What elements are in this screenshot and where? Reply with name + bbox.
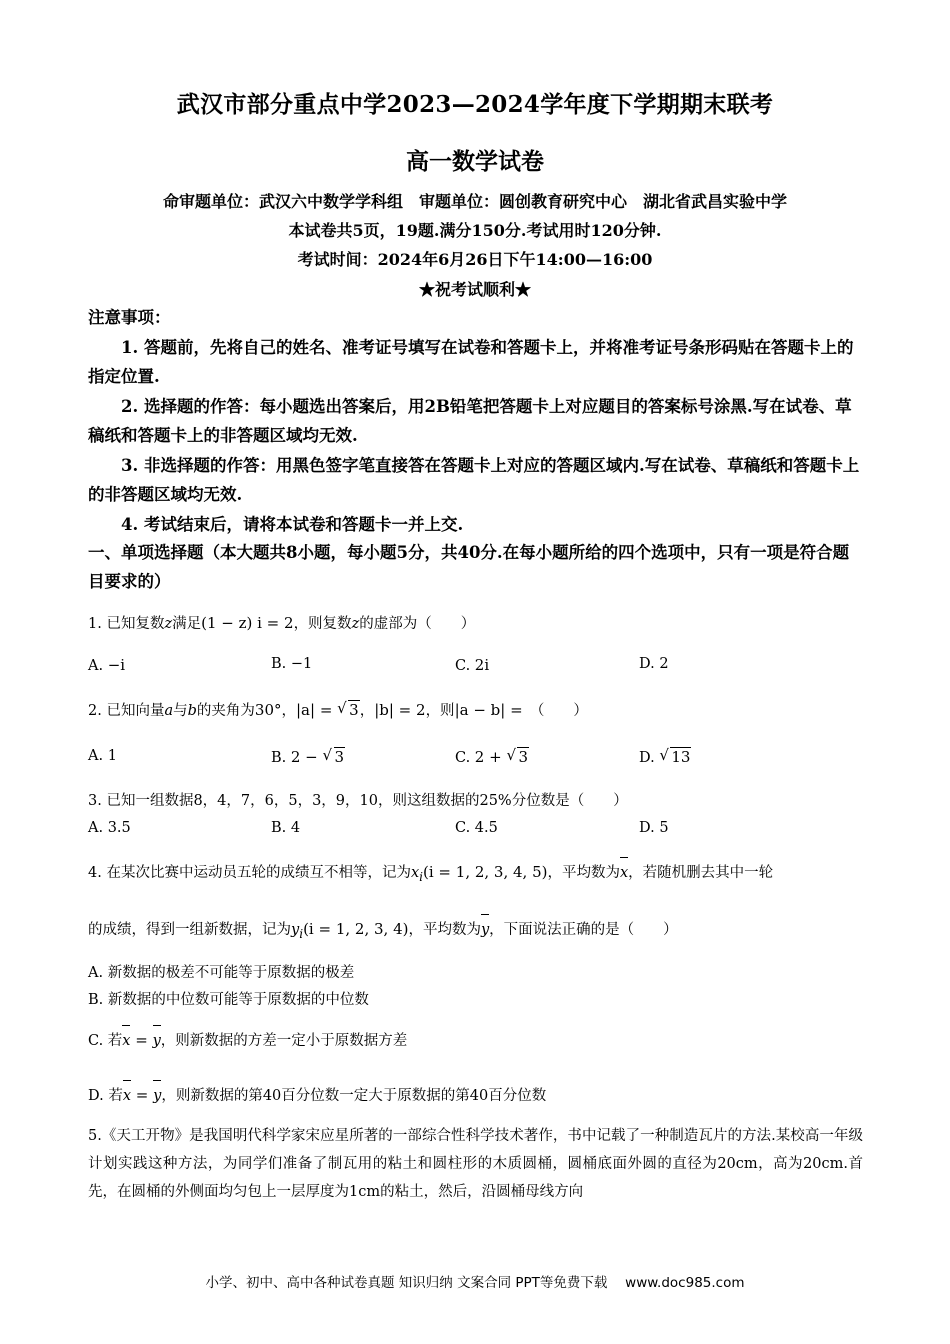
option-d: D. 5: [639, 820, 669, 836]
option-d: D. √ 13: [639, 748, 691, 766]
q2-text: ，: [281, 703, 296, 719]
option-b: B. 4: [271, 820, 301, 836]
q1-text: 1. 已知复数: [88, 616, 165, 632]
page-footer: 小学、初中、高中各种试卷真题 知识归纳 文案合同 PPT等免费下载 www.doc985.com: [205, 1275, 745, 1291]
q1-text: ，则复数: [293, 616, 352, 632]
option-c: C. 2i: [455, 656, 490, 674]
option-a: A. 3.5: [88, 820, 131, 836]
var-x: x: [410, 865, 420, 881]
y-bar: y: [480, 922, 490, 938]
note-item: 3. 非选择题的作答：用黑色签字笔直接答在答题卡上对应的答题区域内.写在试卷、草稿纸和答题卡上的非答题区域均无效.: [88, 455, 860, 504]
q4-text: ，平均数为: [408, 922, 481, 938]
option-b: B. 2 − √ 3: [271, 748, 345, 766]
note-item: 4. 考试结束后，请将本试卷和答题卡一并上交.: [121, 514, 464, 534]
q4-range: (i = 1, 2, 3, 4, 5): [423, 863, 548, 881]
q4-option-b: B. 新数据的中位数可能等于原数据的中位数: [88, 992, 369, 1008]
option-c: C. 4.5: [455, 820, 498, 836]
q2-text: 2. 已知向量: [88, 703, 165, 719]
q4-option-c: C. 若x = y，则新数据的方差一定小于原数据方差: [88, 1031, 408, 1049]
var-z: z: [164, 616, 173, 632]
section-heading: 一、单项选择题（本大题共8小题，每小题5分，共40分.在每小题所给的四个选项中，只有一项是符合题目要求的）: [88, 543, 850, 591]
q4-text: ，下面说法正确的是（ ）: [489, 922, 678, 938]
q2-text: 与: [173, 703, 188, 719]
question-4-line-1: [88, 862, 863, 887]
y-bar: y: [152, 1033, 161, 1049]
q2-angle: 30°: [254, 701, 282, 719]
exam-wish: ★祝考试顺利★: [418, 280, 531, 299]
q2-options: [88, 748, 863, 770]
option-a: A. −i: [88, 656, 126, 674]
x-bar: x: [122, 1033, 131, 1049]
option-b: B. −1: [271, 656, 313, 672]
q4-option-a: A. 新数据的极差不可能等于原数据的极差: [88, 965, 355, 981]
subscript-i: i: [419, 869, 424, 884]
q2-abs-b: |b| = 2: [374, 701, 426, 719]
notes-block: [88, 303, 863, 539]
q3-options: [88, 820, 863, 842]
q2-text: 的夹角为: [196, 703, 255, 719]
sqrt-3: √ 3: [323, 748, 346, 766]
q2-text: （ ）: [537, 703, 588, 719]
sqrt-3: √ 3: [506, 748, 529, 766]
x-bar: x: [122, 1088, 132, 1104]
exam-subtitle: 高一数学试卷: [406, 148, 544, 175]
var-a: a: [164, 703, 174, 719]
q1-options: [88, 656, 863, 678]
note-item: 1. 答题前，先将自己的姓名、准考证号填写在试卷和答题卡上，并将准考证号条形码贴在答题卡上的指定位置.: [88, 337, 854, 386]
q1-expression: (1 − z) i = 2: [201, 614, 294, 632]
exam-time: 考试时间：2024年6月26日下午14:00—16:00: [297, 250, 653, 269]
question-5: 5.《天工开物》是我国明代科学家宋应星所著的一部综合性科学技术著作，书中记载了一种制造瓦片的方法.某校高一年级计划实践这种方法，为同学们准备了制瓦用的粘土和圆柱形的木质圆桶，圆桶底面外圆的直径为20cm，高为20cm.首先，在圆桶的外侧面均匀包上一层厚度为1cm的粘土，然后，沿圆桶母线方向: [88, 1128, 863, 1200]
note-item: 2. 选择题的作答：每小题选出答案后，用2B铅笔把答题卡上对应题目的答案标号涂黑.写在试卷、草稿纸和答题卡上的非答题区域均无效.: [88, 396, 852, 445]
exam-units: 命审题单位：武汉六中数学学科组 审题单位：圆创教育研究中心 湖北省武昌实验中学: [162, 192, 787, 211]
q4-option-d: D. 若x = y，则新数据的第40百分位数一定大于原数据的第40百分位数: [88, 1086, 547, 1104]
sqrt-13: √ 13: [659, 748, 691, 766]
option-a-value: −i: [107, 656, 126, 674]
var-z: z: [351, 616, 360, 632]
q2-text: ，: [359, 703, 375, 719]
q1-text: 满足: [172, 616, 202, 632]
question-2: [88, 700, 863, 721]
option-a: A. 1: [88, 748, 117, 764]
q4-text: 的成绩，得到一组新数据，记为: [88, 922, 291, 938]
question-1: [88, 613, 863, 634]
notes-heading: 注意事项：: [88, 308, 171, 327]
y-bar: y: [153, 1088, 162, 1104]
subscript-i: i: [299, 926, 304, 941]
q4-text: 4. 在某次比赛中运动员五轮的成绩互不相等，记为: [88, 865, 411, 881]
q1-text: 的虚部为（ ）: [359, 616, 476, 632]
option-d: D. 2: [639, 656, 669, 672]
q4-text: ，若随机删去其中一轮: [628, 865, 774, 881]
exam-title: 武汉市部分重点中学2023—2024学年度下学期期末联考: [176, 91, 774, 118]
q4-range: (i = 1, 2, 3, 4): [303, 920, 409, 938]
question-4-line-2: [88, 919, 863, 944]
q2-text: ，则: [425, 703, 455, 719]
q2-abs-a: |a| =: [296, 701, 338, 719]
q4-text: ，平均数为: [547, 865, 620, 881]
option-c: C. 2 + √ 3: [455, 748, 529, 766]
exam-info: 本试卷共5页，19题.满分150分.考试用时120分钟.: [288, 221, 662, 240]
sqrt-3: √ 3: [337, 700, 360, 720]
q2-abs-a-minus-b: |a − b| =: [454, 701, 523, 719]
var-y: y: [291, 922, 300, 938]
var-b: b: [187, 703, 197, 719]
option-c-value: 2i: [474, 656, 490, 674]
x-bar: x: [619, 865, 629, 881]
question-3: 3. 已知一组数据8，4，7，6，5，3，9，10，则这组数据的25%分位数是（ ）: [88, 793, 628, 809]
